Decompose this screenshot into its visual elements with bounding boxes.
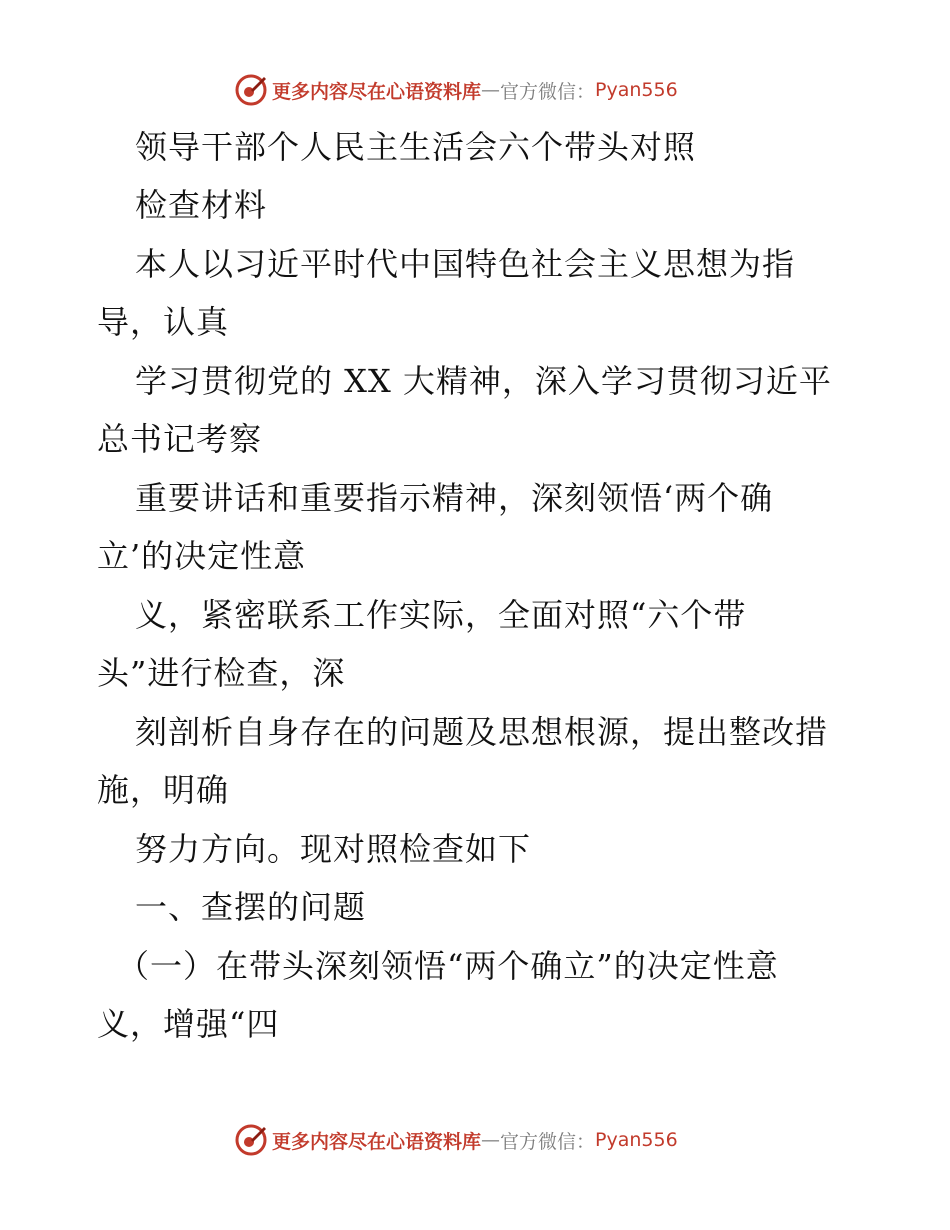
paragraph-line: 义，紧密联系工作实际，全面对照“六个带 xyxy=(135,596,747,634)
watermark-site-text: 更多内容尽在心语资料库 xyxy=(272,80,482,103)
subsection-heading: （一）在带头深刻领悟“两个确立”的决定性意 xyxy=(117,947,779,985)
document-title-line-1: 领导干部个人民主生活会六个带头对照 xyxy=(135,128,697,166)
watermark-banner-bottom xyxy=(234,1120,678,1160)
pen-logo-icon xyxy=(234,1123,268,1157)
watermark-id: Pyan556 xyxy=(595,79,678,101)
watermark-id: Pyan556 xyxy=(595,1129,678,1151)
watermark-site-text: 更多内容尽在心语资料库 xyxy=(272,1130,482,1153)
paragraph-line: 施，明确 xyxy=(97,771,230,809)
pen-logo-icon xyxy=(234,73,268,107)
paragraph-line: 努力方向。现对照检查如下 xyxy=(135,830,532,868)
paragraph-line: 本人以习近平时代中国特色社会主义思想为指 xyxy=(135,245,796,283)
section-heading: 一、查摆的问题 xyxy=(135,888,367,926)
watermark-dash: — xyxy=(481,79,501,101)
watermark-dash: — xyxy=(481,1129,501,1151)
paragraph-line: 导，认真 xyxy=(97,303,230,341)
paragraph-line: 总书记考察 xyxy=(97,420,263,458)
document-title-line-2: 检查材料 xyxy=(135,186,268,224)
paragraph-line: 刻剖析自身存在的问题及思想根源，提出整改措 xyxy=(135,713,829,751)
watermark-label: 官方微信： xyxy=(500,1130,596,1153)
paragraph-line: 重要讲话和重要指示精神，深刻领悟‘两个确 xyxy=(135,479,774,517)
paragraph-line: 学习贯彻党的 XX 大精神，深入学习贯彻习近平 xyxy=(135,362,832,400)
watermark-label: 官方微信： xyxy=(500,80,596,103)
paragraph-line: 立’的决定性意 xyxy=(97,537,307,575)
paragraph-line: 头”进行检查，深 xyxy=(97,654,346,692)
paragraph-line: 义，增强“四 xyxy=(97,1005,280,1043)
watermark-banner-top xyxy=(234,70,678,110)
